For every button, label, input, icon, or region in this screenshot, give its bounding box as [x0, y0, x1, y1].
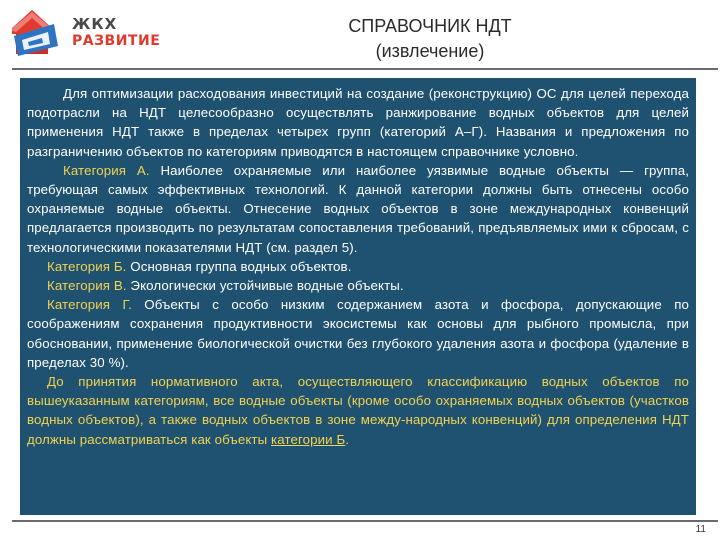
- final-paragraph-text: До принятия нормативного акта, осуществляющего классификацию водных объектов по вышеуказанным категориям, все водные объекты (кроме особо охраняемых водных объектов (участков водных объектов), а также водных объектов в зоне между-народных конвенций) для определения НДТ должны рассматриваться как объекты: [27, 374, 689, 447]
- category-b-label: Категория Б.: [47, 258, 127, 274]
- category-a-label: Категория А.: [63, 162, 150, 178]
- category-v-text: Экологически устойчивые водные объекты.: [126, 278, 404, 294]
- intro-paragraph: Для оптимизации расходования инвестиций на создание (реконструкцию) ОС для целей перехода подотрасли на НДТ целесообразно осуществлять ранжирование водных объектов для целей применения НДТ также в пределах четырех групп (категорий А–Г). Названия и предложения по разграничению объектов по категориям приводятся в настоящем справочнике условно.: [27, 86, 689, 159]
- logo-line2: РАЗВИТИЕ: [72, 33, 161, 49]
- logo: [8, 6, 161, 62]
- top-divider: [12, 68, 718, 70]
- page-title: СПРАВОЧНИК НДТ: [348, 16, 512, 36]
- category-b-text: Основная группа водных объектов.: [126, 258, 352, 274]
- page-number: 11: [695, 524, 706, 535]
- category-g-label: Категория Г.: [47, 297, 132, 313]
- category-v-label: Категория В.: [47, 278, 127, 294]
- category-a-text: Наиболее охраняемые или наиболее уязвимые водные объекты — группа, требующая самых эффективных технологий. К данной категории должны быть отнесены особо охраняемые водные объекты. Отнесение водных объектов в зоне международных конвенций предлагается производить по результатам сопоставления требований, предъявляемых ими к сбросам, с технологическими показателями НДТ (см. раздел 5).: [27, 162, 690, 255]
- page-subtitle: (извлечение): [375, 41, 485, 61]
- final-paragraph-end: .: [345, 431, 350, 447]
- category-b-link: категории Б: [271, 431, 346, 447]
- house-logo-icon: [8, 6, 64, 58]
- category-g-text: Объекты с особо низким содержанием азота и фосфора, допускающие по соображениям сохранения продуктивности экосистемы как основы для рыбного промысла, при обосновании, применение биологической очистки без глубокого удаления азота и фосфора (удаление в пределах 30 %).: [27, 297, 690, 370]
- content-panel: [20, 78, 696, 515]
- logo-line1: ЖКХ: [72, 15, 118, 33]
- bottom-divider: [12, 520, 718, 522]
